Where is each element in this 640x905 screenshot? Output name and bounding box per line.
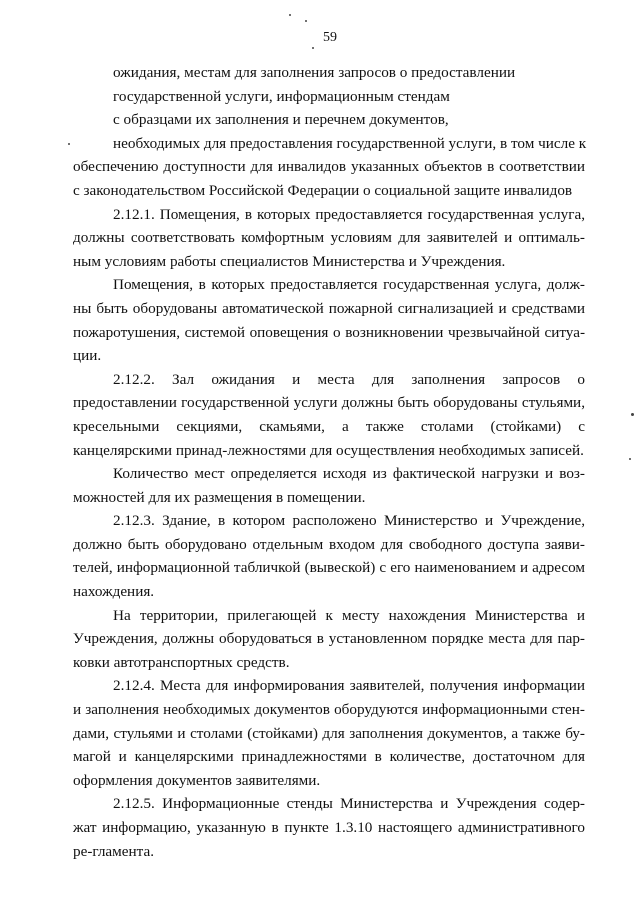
heading-line: необходимых для предоставления государственной услуги, в том числе к [113, 134, 587, 152]
heading-line: государственной услуги, информационным стендам [113, 87, 450, 105]
paragraph-seats-count: Количество мест определяется исходя из фактической нагрузки и воз-можностей для их размещения в помещении. [73, 465, 585, 506]
paragraph-2-12-5: 2.12.5. Информационные стенды Министерства и Учреждения содер-жат информацию, указанную в пункте 1.3.10 настоящего административного ре-гламента. [73, 795, 585, 860]
paragraph-2-12-1: 2.12.1. Помещения, в которых предоставляется государственная услуга, должны соответствовать комфортным условиям для заявителей и оптималь-ным условиям работы специалистов Министерства и Учреждения. [73, 205, 585, 270]
scan-speck [305, 20, 307, 22]
heading-line: ожидания, местам для заполнения запросов о предоставлении [113, 64, 516, 81]
scan-speck [312, 47, 314, 49]
body-text [73, 61, 585, 863]
heading-line: обеспечению доступности для инвалидов указанных объектов в соответствии с законодательством Российской Федерации о социальной защите инвалидов [73, 158, 585, 199]
scan-speck [68, 143, 70, 145]
paragraph-2-12-2: 2.12.2. Зал ожидания и места для заполнения запросов о предоставлении государственной услуги должны быть оборудованы стульями, кресельными секциями, скамьями, а также столами (стойками) с канцелярскими принад-лежностями для осуществления необходимых записей. [73, 370, 585, 459]
heading-line: с образцами их заполнения и перечнем документов, [113, 111, 449, 129]
paragraph-fire-safety: Помещения, в которых предоставляется государственная услуга, долж-ны быть оборудованы автоматической пожарной сигнализацией и средствами пожаротушения, системой оповещения о возникновении чрезвычайной ситуа-ции. [73, 276, 585, 365]
scan-speck [631, 413, 634, 416]
page-number: 59 [323, 30, 337, 45]
scan-speck [289, 14, 291, 16]
paragraph-parking: На территории, прилегающей к месту нахождения Министерства и Учреждения, должны оборудоваться в установленном порядке места для пар-ковки автотранспортных средств. [73, 606, 585, 671]
paragraph-2-12-3: 2.12.3. Здание, в котором расположено Министерство и Учреждение, должно быть оборудовано отдельным входом для свободного доступа заяви-телей, информационной табличкой (вывеской) с его наименованием и адресом нахождения. [73, 512, 585, 601]
paragraph-2-12-4: 2.12.4. Места для информирования заявителей, получения информации и заполнения необходимых документов оборудуются информационными стен-дами, стульями и столами (стойками) для заполнения документов, а также бу-магой и канцелярскими принадлежностями в количестве, достаточном для оформления документов заявителями. [73, 677, 585, 789]
scan-speck [629, 458, 631, 460]
